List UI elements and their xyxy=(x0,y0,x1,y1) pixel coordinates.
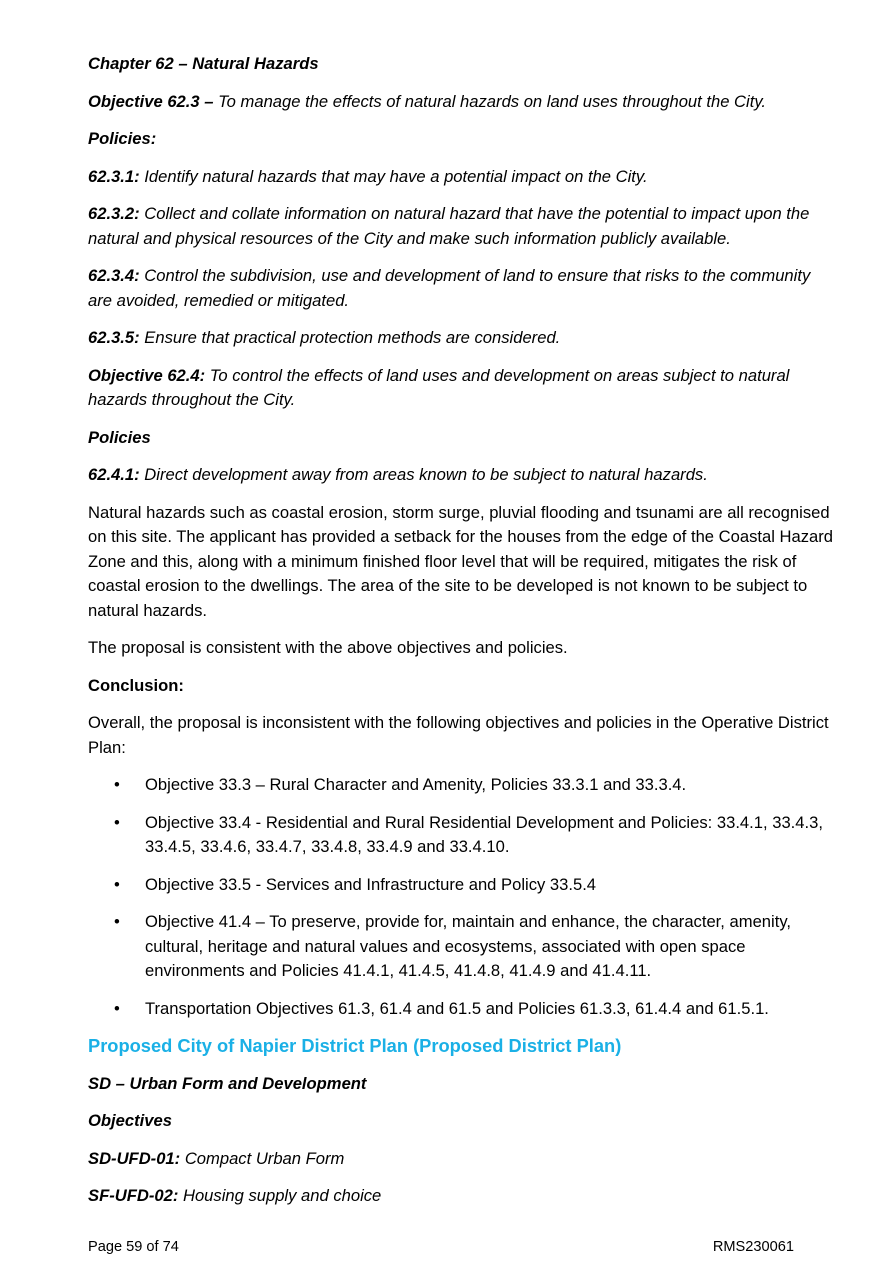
bullet-icon: • xyxy=(114,775,120,794)
chapter-title: Chapter 62 – Natural Hazards xyxy=(88,54,319,73)
bullet-icon: • xyxy=(114,912,120,931)
policy-text: Direct development away from areas known to be subject to natural hazards. xyxy=(139,465,708,484)
list-item-text: Objective 33.5 - Services and Infrastructure and Policy 33.5.4 xyxy=(145,874,597,894)
list-item-text: Objective 33.3 – Rural Character and Amenity, Policies 33.3.1 and 33.3.4. xyxy=(145,775,687,794)
policy-label: 62.3.1: xyxy=(88,166,140,186)
objectives-heading: Objectives xyxy=(88,1111,172,1130)
bullet-icon: • xyxy=(114,812,120,832)
policy-label: 62.3.5: xyxy=(88,328,140,347)
conclusion-heading: Conclusion: xyxy=(88,675,184,695)
bullet-icon: • xyxy=(114,874,120,894)
conclusion-intro: Overall, the proposal is inconsistent with the following objectives and policies in the Operative District Plan: xyxy=(88,713,829,757)
policy-label: 62.4.1: xyxy=(88,465,140,484)
page-number: Page 59 of 74 xyxy=(88,1239,179,1255)
policies-heading: Policies xyxy=(88,427,151,447)
consistency-paragraph: The proposal is consistent with the above objectives and policies. xyxy=(88,638,568,657)
list-item xyxy=(88,773,838,798)
policy-62-3-1 xyxy=(88,165,838,190)
list-item-text: Transportation Objectives 61.3, 61.4 and 61.5 and Policies 61.3.3, 61.4.4 and 61.5.1. xyxy=(145,998,769,1018)
policy-label: 62.3.2: xyxy=(88,204,140,223)
policy-text: Control the subdivision, use and development of land to ensure that risks to the community are avoided, remedied or mitigated. xyxy=(88,266,811,310)
objective-text: To manage the effects of natural hazards on land uses throughout the City. xyxy=(213,91,767,111)
policy-62-4-1 xyxy=(88,463,838,488)
policy-62-3-4 xyxy=(88,264,838,313)
objective-text: To control the effects of land uses and development on areas subject to natural hazards throughout the City. xyxy=(88,365,790,409)
conclusion-list xyxy=(88,773,838,1021)
list-item-text: Objective 41.4 – To preserve, provide for, maintain and enhance, the character, amenity, cultural, heritage and natural values and ecosystems, associated with open space environments and Policies 41.4.1, 41.4.5, 41.4.8, 41.4.9 and 41.4.11. xyxy=(145,912,791,980)
policy-text: Ensure that practical protection methods are considered. xyxy=(139,328,561,347)
policy-text: Identify natural hazards that may have a potential impact on the City. xyxy=(139,166,648,186)
list-item xyxy=(88,873,838,898)
policy-62-3-2 xyxy=(88,202,838,251)
list-item xyxy=(88,910,838,984)
list-item xyxy=(88,811,838,860)
policies-heading: Policies: xyxy=(88,129,157,148)
objective-label: SF-UFD-02: xyxy=(88,1186,179,1205)
list-item-text: Objective 33.4 - Residential and Rural Residential Development and Policies: 33.4.1, 33.4.3, 33.4.5, 33.4.6, 33.4.7, 33.4.8, 33.4.9 and 33.4.10. xyxy=(145,812,823,856)
policy-label: 62.3.4: xyxy=(88,266,140,285)
sd-heading: SD – Urban Form and Development xyxy=(88,1073,367,1093)
proposed-plan-heading: Proposed City of Napier District Plan (Proposed District Plan) xyxy=(88,1035,622,1056)
objective-text: Housing supply and choice xyxy=(178,1186,382,1205)
bullet-icon: • xyxy=(114,998,120,1018)
sd-ufd-01 xyxy=(88,1147,838,1172)
objective-label: SD-UFD-01: xyxy=(88,1148,181,1168)
policy-text: Collect and collate information on natural hazard that have the potential to impact upon the natural and physical resources of the City and make such information publicly available. xyxy=(88,204,810,248)
objective-label: Objective 62.3 – xyxy=(88,91,214,111)
sf-ufd-02 xyxy=(88,1184,838,1209)
policy-62-3-5 xyxy=(88,326,838,351)
objective-label: Objective 62.4: xyxy=(88,365,206,385)
document-page xyxy=(88,52,838,1222)
list-item xyxy=(88,997,838,1022)
objective-text: Compact Urban Form xyxy=(180,1148,345,1168)
objective-62-4 xyxy=(88,364,838,413)
objective-62-3 xyxy=(88,90,838,115)
document-reference: RMS230061 xyxy=(712,1239,794,1255)
assessment-paragraph: Natural hazards such as coastal erosion, storm surge, pluvial flooding and tsunami are all recognised on this site. The applicant has provided a setback for the houses from the edge of the Coastal Hazard Zone and this, along with a minimum finished floor level that will be required, mitigates the risk of coastal erosion to the dwellings. The area of the site to be developed is not known to be subject to natural hazards. xyxy=(88,502,834,620)
